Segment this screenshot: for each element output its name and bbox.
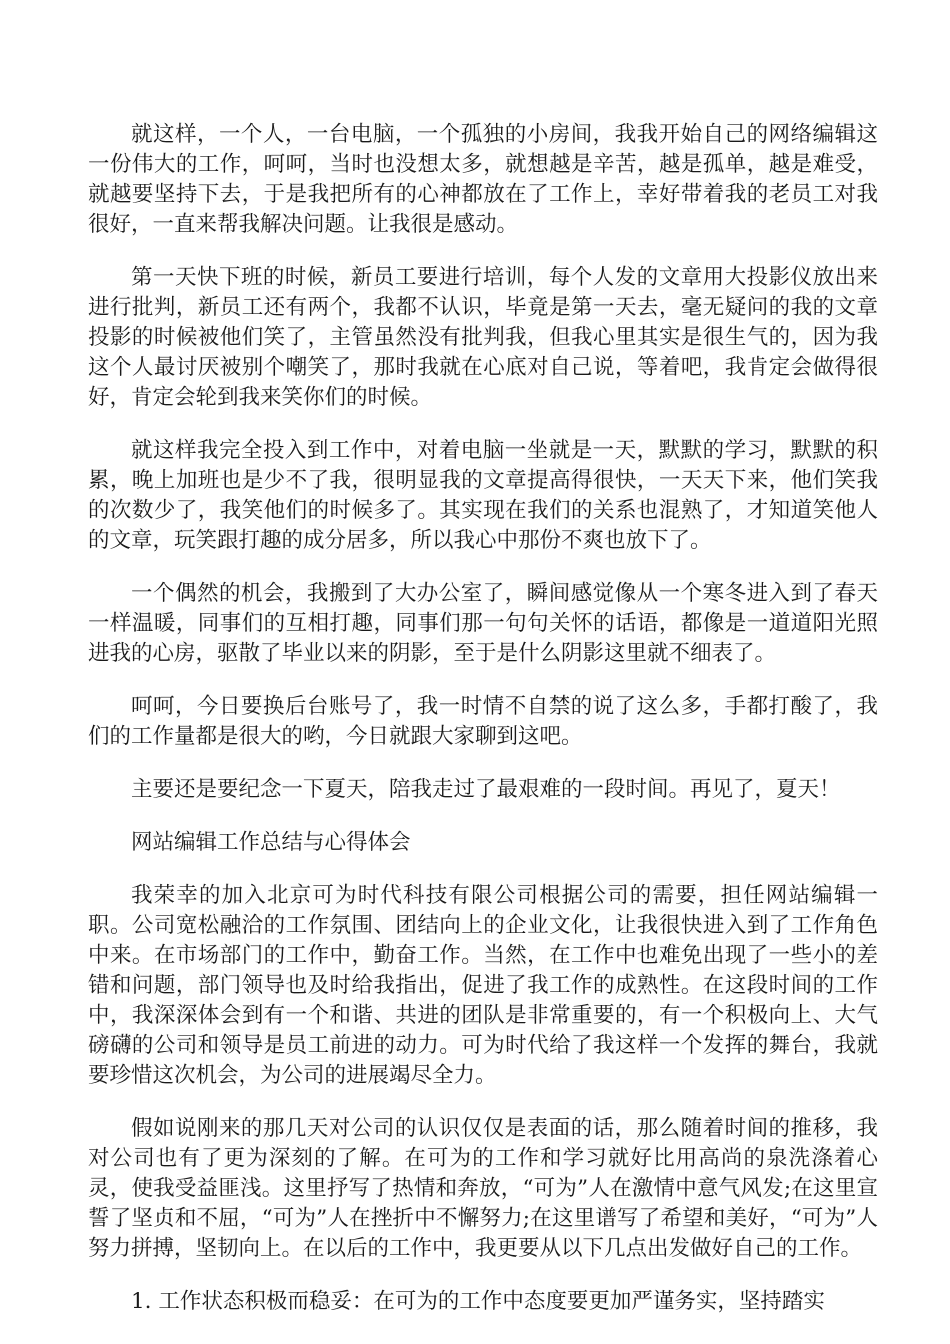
paragraph-5: 呵呵，今日要换后台账号了，我一时情不自禁的说了这么多，手都打酸了，我们的工作量都是很大的哟，今日就跟大家聊到这吧。 xyxy=(88,694,878,749)
paragraph-8: 假如说刚来的那几天对公司的认识仅仅是表面的话，那么随着时间的推移，我对公司也有了更为深刻的了解。在可为的工作和学习就好比用高尚的泉洗涤着心灵，使我受益匪浅。这里抒写了热情和奔放，“可为”人在激情中意气风发;在这里宣誓了坚贞和不屈，“可为”人在挫折中不懈努力;在这里谱写了希望和美好，“可为”人努力拼搏，坚韧向上。在以后的工作中，我更要从以下几点出发做好自己的工作。 xyxy=(88,1116,878,1261)
paragraph-1: 就这样，一个人，一台电脑，一个孤独的小房间，我我开始自己的网络编辑这一份伟大的工作，呵呵，当时也没想太多，就想越是辛苦，越是孤单，越是难受，就越要坚持下去，于是我把所有的心神都放在了工作上，幸好带着我的老员工对我很好，一直来帮我解决问题。让我很是感动。 xyxy=(88,122,878,237)
paragraph-3: 就这样我完全投入到工作中，对着电脑一坐就是一天，默默的学习，默默的积累，晚上加班也是少不了我，很明显我的文章提高得很快，一天天下来，他们笑我的次数少了，我笑他们的时候多了。其实现在我们的关系也混熟了，才知道笑他人的文章，玩笑跟打趣的成分居多，所以我心中那份不爽也放下了。 xyxy=(88,438,878,553)
list-item-1: 1. 工作状态积极而稳妥：在可为的工作中态度要更加严谨务实，坚持踏实 xyxy=(131,1289,825,1314)
section-title: 网站编辑工作总结与心得体会 xyxy=(131,830,411,855)
paragraph-2: 第一天快下班的时候，新员工要进行培训，每个人发的文章用大投影仪放出来进行批判，新员工还有两个，我都不认识，毕竟是第一天去，毫无疑问的我的文章投影的时候被他们笑了，主管虽然没有批判我，但我心里其实是很生气的，因为我这个人最讨厌被别个嘲笑了，那时我就在心底对自己说，等着吧，我肯定会做得很好，肯定会轮到我来笑你们的时候。 xyxy=(88,265,878,410)
paragraph-6: 主要还是要纪念一下夏天，陪我走过了最艰难的一段时间。再见了，夏天！ xyxy=(131,777,841,802)
paragraph-7: 我荣幸的加入北京可为时代科技有限公司根据公司的需要，担任网站编辑一职。公司宽松融洽的工作氛围、团结向上的企业文化，让我很快进入到了工作角色中来。在市场部门的工作中，勤奋工作。当然，在工作中也难免出现了一些小的差错和问题，部门领导也及时给我指出，促进了我工作的成熟性。在这段时间的工作中，我深深体会到有一个和谐、共进的团队是非常重要的，有一个积极向上、大气磅礴的公司和领导是员工前进的动力。可为时代给了我这样一个发挥的舞台，我就要珍惜这次机会，为公司的进展竭尽全力。 xyxy=(88,883,878,1088)
paragraph-4: 一个偶然的机会，我搬到了大办公室了，瞬间感觉像从一个寒冬进入到了春天一样温暖，同事们的互相打趣，同事们那一句句关怀的话语，都像是一道道阳光照进我的心房，驱散了毕业以来的阴影，至于是什么阴影这里就不细表了。 xyxy=(88,581,878,666)
document-page xyxy=(88,120,878,1317)
